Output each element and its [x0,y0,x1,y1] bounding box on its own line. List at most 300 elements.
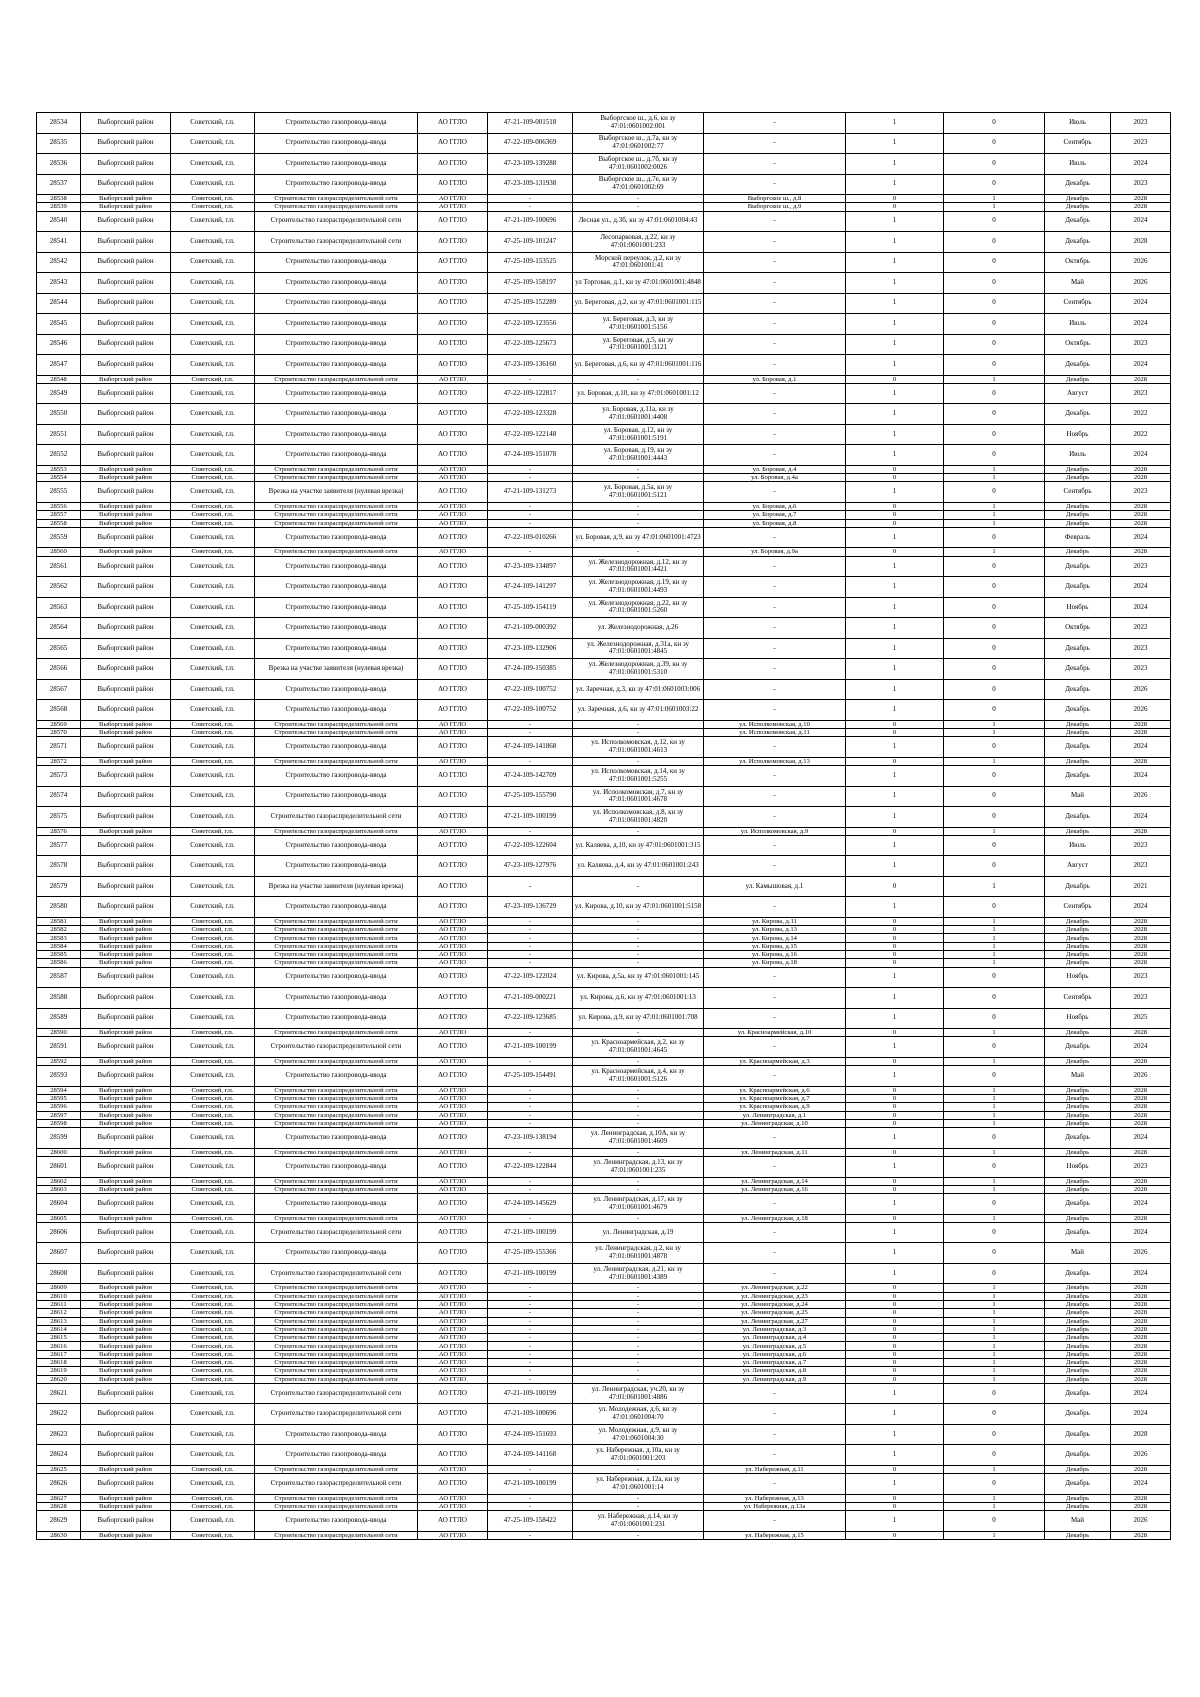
settlement-cell: Советский, г.п. [171,856,255,877]
year-cell: 2024 [1111,1037,1171,1058]
month-cell: Декабрь [1045,951,1111,959]
count-input-cell: 1 [846,1474,944,1495]
row-number: 28603 [37,1185,81,1193]
settlement-cell: Советский, г.п. [171,1317,255,1325]
settlement-cell: Советский, г.п. [171,1474,255,1495]
month-cell: Декабрь [1045,1445,1111,1466]
table-row [37,1111,1171,1119]
settlement-cell: Советский, г.п. [171,1214,255,1222]
district-cell: Выборгский район [81,519,171,527]
address-cadastral-cell: ул. Исполкомовская, д.14, кн зу 47:01:0601001:5255 [573,766,704,787]
row-number: 28570 [37,728,81,736]
row-number: 28557 [37,511,81,519]
month-cell: Сентябрь [1045,897,1111,918]
network-address-cell: ул. Исполкомовская, д.13 [704,757,846,765]
work-type-cell: Строительство газораспределительной сети [255,1029,418,1037]
settlement-cell: Советский, г.п. [171,1029,255,1037]
settlement-cell: Советский, г.п. [171,511,255,519]
table-row [37,1057,1171,1065]
row-number: 28619 [37,1367,81,1375]
month-cell: Декабрь [1045,211,1111,232]
row-number: 28604 [37,1194,81,1215]
table-row [37,720,1171,728]
application-number-cell: 47-24-109-151078 [488,445,573,466]
count-input-cell: 0 [846,1317,944,1325]
month-cell: Декабрь [1045,1263,1111,1284]
organization-cell: АО ГГЛО [418,511,488,519]
month-cell: Август [1045,383,1111,404]
organization-cell: АО ГГЛО [418,1194,488,1215]
table-row [37,474,1171,482]
year-cell: 2024 [1111,1263,1171,1284]
address-cadastral-cell: ул. Красноармейская, д.4, кн зу 47:01:0601001:5126 [573,1066,704,1087]
work-type-cell: Строительство газопровода-ввода [255,527,418,548]
address-cadastral-cell: - [573,1095,704,1103]
work-type-cell: Строительство газораспределительной сети [255,548,418,556]
count-network-cell: 1 [944,1531,1045,1539]
organization-cell: АО ГГЛО [418,917,488,925]
application-number-cell: - [488,465,573,473]
month-cell: Декабрь [1045,700,1111,721]
row-number: 28572 [37,757,81,765]
organization-cell: АО ГГЛО [418,1424,488,1445]
district-cell: Выборгский район [81,1128,171,1149]
application-number-cell: - [488,511,573,519]
year-cell: 2028 [1111,934,1171,942]
month-cell: Декабрь [1045,404,1111,425]
work-type-cell: Строительство газораспределительной сети [255,1383,418,1404]
address-cadastral-cell: - [573,1284,704,1292]
settlement-cell: Советский, г.п. [171,1157,255,1178]
count-network-cell: 1 [944,465,1045,473]
settlement-cell: Советский, г.п. [171,1177,255,1185]
district-cell: Выборгский район [81,856,171,877]
month-cell: Июль [1045,154,1111,175]
district-cell: Выборгский район [81,638,171,659]
row-number: 28624 [37,1445,81,1466]
network-address-cell: - [704,232,846,253]
organization-cell: АО ГГЛО [418,951,488,959]
month-cell: Декабрь [1045,1334,1111,1342]
count-network-cell: 1 [944,1095,1045,1103]
count-network-cell: 0 [944,154,1045,175]
organization-cell: АО ГГЛО [418,1148,488,1156]
count-input-cell: 0 [846,1301,944,1309]
organization-cell: АО ГГЛО [418,154,488,175]
month-cell: Декабрь [1045,1317,1111,1325]
table-row [37,424,1171,445]
network-address-cell: - [704,314,846,335]
application-number-cell: - [488,519,573,527]
network-address-cell: ул. Боровая, д.6 [704,502,846,510]
row-number: 28552 [37,445,81,466]
application-number-cell: 47-21-109-100199 [488,807,573,828]
settlement-cell: Советский, г.п. [171,375,255,383]
organization-cell: АО ГГЛО [418,519,488,527]
settlement-cell: Советский, г.п. [171,659,255,680]
table-row [37,1128,1171,1149]
address-cadastral-cell: - [573,917,704,925]
count-input-cell: 0 [846,1214,944,1222]
application-number-cell: - [488,1359,573,1367]
network-address-cell: ул. Кирова, д.14 [704,934,846,942]
table-row [37,1284,1171,1292]
organization-cell: АО ГГЛО [418,1383,488,1404]
settlement-cell: Советский, г.п. [171,203,255,211]
network-address-cell: - [704,424,846,445]
organization-cell: АО ГГЛО [418,252,488,273]
row-number: 28609 [37,1284,81,1292]
count-network-cell: 0 [944,174,1045,195]
count-network-cell: 0 [944,1404,1045,1425]
row-number: 28563 [37,597,81,618]
row-number: 28597 [37,1111,81,1119]
count-network-cell: 1 [944,1367,1045,1375]
district-cell: Выборгский район [81,334,171,355]
month-cell: Декабрь [1045,511,1111,519]
application-number-cell: - [488,1086,573,1094]
address-cadastral-cell: ул. Железнодорожная, д.22, кн зу 47:01:0601001:5260 [573,597,704,618]
year-cell: 2028 [1111,195,1171,203]
district-cell: Выборгский район [81,1148,171,1156]
network-address-cell: ул. Ленинградская, д.10 [704,1119,846,1127]
district-cell: Выборгский район [81,1301,171,1309]
organization-cell: АО ГГЛО [418,334,488,355]
row-number: 28614 [37,1325,81,1333]
application-number-cell: 47-21-109-100199 [488,1222,573,1243]
network-address-cell: ул. Красноармейская, д.9 [704,1103,846,1111]
count-input-cell: 0 [846,1325,944,1333]
count-input-cell: 1 [846,527,944,548]
application-number-cell: 47-23-109-131938 [488,174,573,195]
count-network-cell: 0 [944,700,1045,721]
district-cell: Выборгский район [81,548,171,556]
organization-cell: АО ГГЛО [418,133,488,154]
address-cadastral-cell: ул. Ленинградская, уч.20, кн зу 47:01:0601001:4886 [573,1383,704,1404]
network-address-cell: - [704,1263,846,1284]
district-cell: Выборгский район [81,511,171,519]
row-number: 28625 [37,1465,81,1473]
month-cell: Декабрь [1045,1185,1111,1193]
table-row [37,1292,1171,1300]
count-network-cell: 0 [944,1037,1045,1058]
district-cell: Выборгский район [81,273,171,294]
work-type-cell: Строительство газопровода-ввода [255,577,418,598]
settlement-cell: Советский, г.п. [171,1103,255,1111]
address-cadastral-cell: ул. Ленинградская, д.2, кн зу 47:01:0601001:4878 [573,1243,704,1264]
row-number: 28566 [37,659,81,680]
table-row [37,1214,1171,1222]
table-row [37,766,1171,787]
row-number: 28589 [37,1008,81,1029]
network-address-cell: ул. Ленинградская, д.11 [704,1148,846,1156]
settlement-cell: Советский, г.п. [171,876,255,897]
settlement-cell: Советский, г.п. [171,1066,255,1087]
work-type-cell: Строительство газопровода-ввода [255,737,418,758]
district-cell: Выборгский район [81,1342,171,1350]
district-cell: Выборгский район [81,876,171,897]
network-address-cell: - [704,1404,846,1425]
address-cadastral-cell: - [573,1350,704,1358]
row-number: 28555 [37,482,81,503]
month-cell: Май [1045,1066,1111,1087]
settlement-cell: Советский, г.п. [171,1119,255,1127]
district-cell: Выборгский район [81,917,171,925]
document-page [36,112,1170,1540]
month-cell: Декабрь [1045,1325,1111,1333]
table-row [37,737,1171,758]
year-cell: 2028 [1111,548,1171,556]
year-cell: 2028 [1111,511,1171,519]
organization-cell: АО ГГЛО [418,1086,488,1094]
month-cell: Ноябрь [1045,1008,1111,1029]
year-cell: 2025 [1111,1008,1171,1029]
settlement-cell: Советский, г.п. [171,424,255,445]
work-type-cell: Строительство газопровода-ввода [255,700,418,721]
address-cadastral-cell: - [573,959,704,967]
work-type-cell: Строительство газораспределительной сети [255,1301,418,1309]
month-cell: Декабрь [1045,827,1111,835]
table-row [37,174,1171,195]
organization-cell: АО ГГЛО [418,1037,488,1058]
work-type-cell: Строительство газопровода-ввода [255,424,418,445]
month-cell: Декабрь [1045,174,1111,195]
month-cell: Сентябрь [1045,482,1111,503]
address-cadastral-cell: ул. Кирова, д.10, кн зу 47:01:0601001:5158 [573,897,704,918]
count-network-cell: 0 [944,835,1045,856]
row-number: 28540 [37,211,81,232]
network-address-cell: ул. Ленинградская, д.24 [704,1301,846,1309]
table-row [37,293,1171,314]
work-type-cell: Строительство газопровода-ввода [255,174,418,195]
settlement-cell: Советский, г.п. [171,232,255,253]
month-cell: Декабрь [1045,1119,1111,1127]
application-number-cell: - [488,827,573,835]
organization-cell: АО ГГЛО [418,659,488,680]
month-cell: Октябрь [1045,252,1111,273]
table-row [37,1243,1171,1264]
settlement-cell: Советский, г.п. [171,445,255,466]
work-type-cell: Строительство газораспределительной сети [255,1531,418,1539]
work-type-cell: Строительство газораспределительной сети [255,1367,418,1375]
month-cell: Октябрь [1045,334,1111,355]
network-address-cell: - [704,154,846,175]
district-cell: Выборгский район [81,1008,171,1029]
count-network-cell: 1 [944,195,1045,203]
count-input-cell: 0 [846,1119,944,1127]
application-number-cell: - [488,1350,573,1358]
address-cadastral-cell: - [573,1292,704,1300]
application-number-cell: - [488,1334,573,1342]
year-cell: 2022 [1111,618,1171,639]
count-input-cell: 1 [846,1037,944,1058]
organization-cell: АО ГГЛО [418,1029,488,1037]
month-cell: Декабрь [1045,1465,1111,1473]
count-network-cell: 0 [944,577,1045,598]
table-row [37,1350,1171,1358]
count-input-cell: 0 [846,465,944,473]
count-network-cell: 0 [944,293,1045,314]
organization-cell: АО ГГЛО [418,1103,488,1111]
count-network-cell: 1 [944,1086,1045,1094]
network-address-cell: ул. Кирова, д.11 [704,917,846,925]
district-cell: Выборгский район [81,1029,171,1037]
district-cell: Выборгский район [81,720,171,728]
application-number-cell: 47-24-109-141297 [488,577,573,598]
table-row [37,897,1171,918]
district-cell: Выборгский район [81,618,171,639]
count-input-cell: 1 [846,293,944,314]
month-cell: Декабрь [1045,1292,1111,1300]
address-cadastral-cell: ул. Боровая, д.19, кн зу 47:01:0601001:4443 [573,445,704,466]
address-cadastral-cell: Выборгское ш., д.7е, кн зу 47:01:0601002:69 [573,174,704,195]
work-type-cell: Строительство газопровода-ввода [255,404,418,425]
organization-cell: АО ГГЛО [418,757,488,765]
organization-cell: АО ГГЛО [418,113,488,134]
district-cell: Выборгский район [81,1292,171,1300]
year-cell: 2024 [1111,1194,1171,1215]
row-number: 28559 [37,527,81,548]
network-address-cell: - [704,252,846,273]
year-cell: 2028 [1111,519,1171,527]
table-row [37,679,1171,700]
count-network-cell: 0 [944,1263,1045,1284]
application-number-cell: - [488,1375,573,1383]
month-cell: Декабрь [1045,502,1111,510]
work-type-cell: Строительство газопровода-ввода [255,133,418,154]
table-row [37,273,1171,294]
settlement-cell: Советский, г.п. [171,1301,255,1309]
year-cell: 2026 [1111,679,1171,700]
organization-cell: АО ГГЛО [418,1301,488,1309]
organization-cell: АО ГГЛО [418,1342,488,1350]
table-row [37,1367,1171,1375]
month-cell: Декабрь [1045,1037,1111,1058]
work-type-cell: Строительство газораспределительной сети [255,959,418,967]
table-row [37,856,1171,877]
count-network-cell: 1 [944,942,1045,950]
month-cell: Май [1045,786,1111,807]
application-number-cell: 47-22-109-006369 [488,133,573,154]
network-address-cell: Выборгское ш., д.9 [704,203,846,211]
month-cell: Декабрь [1045,1350,1111,1358]
year-cell: 2023 [1111,383,1171,404]
application-number-cell: 47-22-109-100752 [488,679,573,700]
organization-cell: АО ГГЛО [418,934,488,942]
district-cell: Выборгский район [81,1309,171,1317]
month-cell: Декабрь [1045,757,1111,765]
table-row [37,807,1171,828]
count-input-cell: 1 [846,1008,944,1029]
settlement-cell: Советский, г.п. [171,1465,255,1473]
application-number-cell: - [488,1185,573,1193]
count-network-cell: 0 [944,1383,1045,1404]
work-type-cell: Строительство газопровода-ввода [255,618,418,639]
year-cell: 2028 [1111,1111,1171,1119]
count-input-cell: 0 [846,951,944,959]
month-cell: Декабрь [1045,728,1111,736]
address-cadastral-cell: ул. Исполкомовская, д.12, кн зу 47:01:0601001:4613 [573,737,704,758]
count-input-cell: 0 [846,942,944,950]
month-cell: Декабрь [1045,1383,1111,1404]
settlement-cell: Советский, г.п. [171,988,255,1009]
address-cadastral-cell: - [573,1111,704,1119]
work-type-cell: Строительство газопровода-ввода [255,786,418,807]
district-cell: Выборгский район [81,1383,171,1404]
work-type-cell: Строительство газораспределительной сети [255,375,418,383]
month-cell: Декабрь [1045,934,1111,942]
count-input-cell: 1 [846,577,944,598]
network-address-cell: - [704,786,846,807]
network-address-cell: ул. Ленинградская, д.5 [704,1342,846,1350]
district-cell: Выборгский район [81,988,171,1009]
district-cell: Выборгский район [81,951,171,959]
network-address-cell: - [704,638,846,659]
network-address-cell: - [704,766,846,787]
year-cell: 2028 [1111,1531,1171,1539]
application-number-cell: 47-24-109-150385 [488,659,573,680]
organization-cell: АО ГГЛО [418,1531,488,1539]
work-type-cell: Строительство газопровода-ввода [255,1128,418,1149]
organization-cell: АО ГГЛО [418,556,488,577]
network-address-cell: - [704,700,846,721]
address-cadastral-cell: - [573,1494,704,1502]
application-number-cell: - [488,1095,573,1103]
district-cell: Выборгский район [81,1185,171,1193]
district-cell: Выборгский район [81,174,171,195]
year-cell: 2026 [1111,1066,1171,1087]
count-input-cell: 0 [846,1494,944,1502]
month-cell: Ноябрь [1045,967,1111,988]
work-type-cell: Строительство газопровода-ввода [255,383,418,404]
network-address-cell: - [704,1194,846,1215]
row-number: 28591 [37,1037,81,1058]
work-type-cell: Строительство газопровода-ввода [255,113,418,134]
network-address-cell: - [704,527,846,548]
organization-cell: АО ГГЛО [418,1359,488,1367]
district-cell: Выборгский район [81,959,171,967]
application-number-cell: 47-21-109-001518 [488,113,573,134]
application-number-cell: - [488,1367,573,1375]
year-cell: 2028 [1111,827,1171,835]
network-address-cell: ул. Ленинградская, д.27 [704,1317,846,1325]
address-cadastral-cell: - [573,511,704,519]
settlement-cell: Советский, г.п. [171,465,255,473]
district-cell: Выборгский район [81,1263,171,1284]
organization-cell: АО ГГЛО [418,876,488,897]
network-address-cell: - [704,807,846,828]
organization-cell: АО ГГЛО [418,1057,488,1065]
year-cell: 2023 [1111,988,1171,1009]
settlement-cell: Советский, г.п. [171,113,255,134]
organization-cell: АО ГГЛО [418,1263,488,1284]
year-cell: 2022 [1111,404,1171,425]
count-network-cell: 0 [944,1243,1045,1264]
row-number: 28562 [37,577,81,598]
application-number-cell: 47-21-109-100199 [488,1383,573,1404]
network-address-cell: ул. Набережная, д.11 [704,1465,846,1473]
table-row [37,1008,1171,1029]
address-cadastral-cell: - [573,203,704,211]
organization-cell: АО ГГЛО [418,1111,488,1119]
count-network-cell: 0 [944,679,1045,700]
network-address-cell: ул. Боровая, д.4 [704,465,846,473]
row-number: 28539 [37,203,81,211]
work-type-cell: Строительство газораспределительной сети [255,720,418,728]
year-cell: 2028 [1111,1214,1171,1222]
table-row [37,659,1171,680]
count-input-cell: 0 [846,720,944,728]
